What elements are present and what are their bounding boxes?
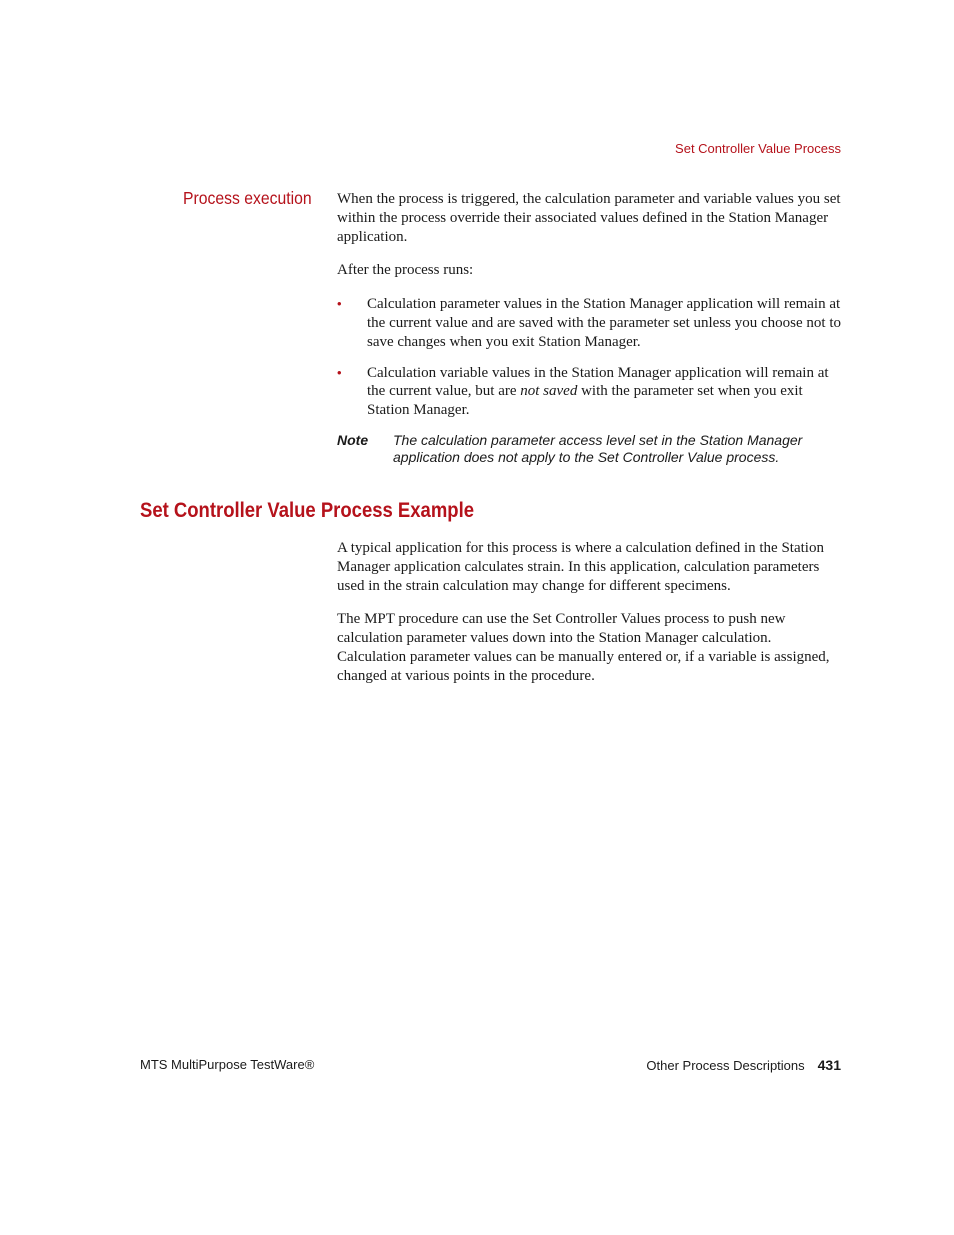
note-text: The calculation parameter access level set in the Station Manager application does not apply to the Set Controller Value process.: [393, 431, 803, 465]
footer-right: [646, 1057, 841, 1074]
note-block: [337, 432, 841, 466]
bullet-icon: •: [337, 364, 342, 380]
after-run-bullet-list: [337, 295, 841, 420]
footer-product-name: MTS MultiPurpose TestWare®: [140, 1057, 315, 1072]
bullet-text-2-emphasis: not saved: [520, 383, 578, 400]
process-execution-body: [337, 190, 841, 466]
footer-chapter-title: Other Process Descriptions: [646, 1058, 805, 1073]
bullet-text-2-start: Calculation variable values in the Station Manager application will remain at the current value, but are: [367, 364, 829, 400]
bullet-text-1: Calculation parameter values in the Station Manager application will remain at the current value and are saved with the parameter set unless you choose not to save changes when you exit Station Manager.: [367, 296, 842, 350]
list-item: [337, 295, 841, 351]
process-execution-paragraph-2: After the process runs:: [337, 262, 474, 279]
process-execution-heading: Process execution: [183, 188, 312, 208]
example-paragraph-2: The MPT procedure can use the Set Controller Values process to push new calculation parameter values down into the Station Manager calculation. Calculation parameter values can be manually entered or, if a variable is assigned, changed at various points in the procedure.: [337, 611, 830, 684]
example-paragraph-1: A typical application for this process is where a calculation defined in the Station Manager application calculates strain. In this application, calculation parameters used in the strain calculation may change for different specimens.: [337, 540, 824, 594]
running-header: Set Controller Value Process: [675, 141, 841, 156]
bullet-text-2-end: with the parameter set when you exit Station Manager.: [367, 383, 803, 419]
page-number: 431: [817, 1057, 841, 1073]
bullet-icon: •: [337, 296, 342, 312]
example-body: [337, 539, 841, 686]
list-item: [337, 364, 841, 420]
note-label: Note: [337, 431, 369, 448]
example-section-heading: Set Controller Value Process Example: [140, 498, 474, 522]
process-execution-paragraph-1: When the process is triggered, the calculation parameter and variable values you set within the process override their associated values defined in the Station Manager application.: [337, 191, 841, 245]
